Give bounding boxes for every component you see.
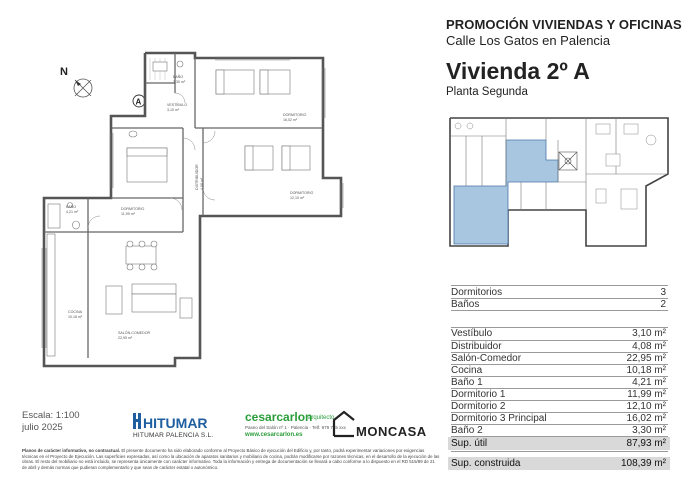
hitumar-logo xyxy=(133,411,208,433)
row-value: 3 xyxy=(660,287,666,298)
svg-text:4,21 m²: 4,21 m² xyxy=(66,210,79,214)
surface-row: Salón-Comedor 22,95 m² xyxy=(451,353,666,364)
svg-text:DISTRIBUIDOR: DISTRIBUIDOR xyxy=(195,164,199,190)
svg-text:DORMITORIO: DORMITORIO xyxy=(290,191,314,195)
windows xyxy=(42,57,343,348)
key-plan xyxy=(446,114,672,250)
svg-text:10,18 m²: 10,18 m² xyxy=(68,315,83,319)
surface-row: Cocina 10,18 m² xyxy=(451,365,666,376)
svg-text:BAÑO: BAÑO xyxy=(66,205,77,209)
moncasa-logo: MONCASA xyxy=(356,424,427,439)
promotion-address: Calle Los Gatos en Palencia xyxy=(446,33,611,48)
total-construida-row: Sup. construida 108,39 m² xyxy=(451,458,666,469)
svg-text:11,99 m²: 11,99 m² xyxy=(121,212,135,216)
svg-text:BAÑO: BAÑO xyxy=(173,75,184,79)
scale-label: Escala: 1:100 xyxy=(22,410,80,421)
north-label: N xyxy=(60,66,68,78)
cesarcarlon-role: arquitecto xyxy=(308,415,335,421)
svg-text:A: A xyxy=(135,97,142,107)
svg-text:COCINA: COCINA xyxy=(68,310,82,314)
surface-row: Distribuidor 4,08 m² xyxy=(451,341,666,352)
svg-text:4,08 m²: 4,08 m² xyxy=(200,177,204,190)
floor-plan xyxy=(20,48,350,378)
surface-row: Dormitorio 3 Principal 16,02 m² xyxy=(451,413,666,424)
cesarcarlon-address: Paseo del Salón nº 1 · Palencia · Telf. 979 745 xxx xyxy=(245,425,346,430)
surface-row: Baño 2 3,30 m² xyxy=(451,425,666,436)
svg-text:12,10 m²: 12,10 m² xyxy=(290,196,305,200)
summary-row-banos xyxy=(451,299,668,310)
svg-text:HITUMAR: HITUMAR xyxy=(143,415,208,431)
svg-text:16,02 m²: 16,02 m² xyxy=(283,118,298,122)
beds xyxy=(127,70,310,182)
surface-row: Dormitorio 1 11,99 m² xyxy=(451,389,666,400)
svg-text:22,95 m²: 22,95 m² xyxy=(118,336,133,340)
section-marker xyxy=(133,95,145,107)
svg-text:3,30 m²: 3,30 m² xyxy=(173,80,186,84)
svg-text:VESTÍBULO: VESTÍBULO xyxy=(167,103,188,107)
summary-row-dormitorios xyxy=(451,287,668,298)
date-label: julio 2025 xyxy=(22,422,63,433)
unit-title: Vivienda 2º A xyxy=(446,58,590,84)
promotion-title: PROMOCIÓN VIVIENDAS Y OFICINAS xyxy=(446,17,682,32)
total-util-row: Sup. útil 87,93 m² xyxy=(451,438,666,449)
surface-row: Baño 1 4,21 m² xyxy=(451,377,666,388)
north-arrow-icon xyxy=(60,66,92,97)
floor-label: Planta Segunda xyxy=(446,86,528,98)
surface-row: Vestíbulo 3,10 m² xyxy=(451,328,666,339)
svg-text:DORMITORIO: DORMITORIO xyxy=(121,207,145,211)
row-label: Baños xyxy=(451,299,480,310)
svg-text:3,10 m²: 3,10 m² xyxy=(167,108,180,112)
surface-row: Dormitorio 2 12,10 m² xyxy=(451,401,666,412)
row-value: 2 xyxy=(660,299,666,310)
cesarcarlon-logo: cesarcarlon xyxy=(245,410,313,424)
hitumar-company: HITUMAR PALENCIA S.L. xyxy=(133,432,214,439)
cesarcarlon-website: www.cesarcarlon.es xyxy=(245,432,303,438)
svg-text:SALÓN-COMEDOR: SALÓN-COMEDOR xyxy=(118,331,151,335)
moncasa-house-icon xyxy=(332,410,356,438)
bathroom-fixtures xyxy=(48,61,183,229)
row-label: Dormitorios xyxy=(451,287,503,298)
svg-text:DORMITORIO: DORMITORIO xyxy=(283,113,307,117)
legal-disclaimer: Planos de carácter informativo, no contractual. El presente documento ha sido elaborado conforme al Proyecto Básico de ejecución del Edificio y, por tanto, podrá experimentar variaciones por exigencias técnicas en el Proyecto de Ejecución. Las superficies expresadas, así como la ubicación de aparatos sanitarios y mobiliario de cocina, podrán modificarse por razones técnicas, en el desarrollo de la ejecución de las obras. El resto del mobiliario no está incluido, se representa únicamente con carácter informativo. Toda la información y entrega de documentación se llevará a cabo conforme a lo dispuesto en el RD 515/89 de 21 de abril y demás normas que pudieran complementarlo y que sean de carácter estatal o autonómico. xyxy=(22,448,440,470)
